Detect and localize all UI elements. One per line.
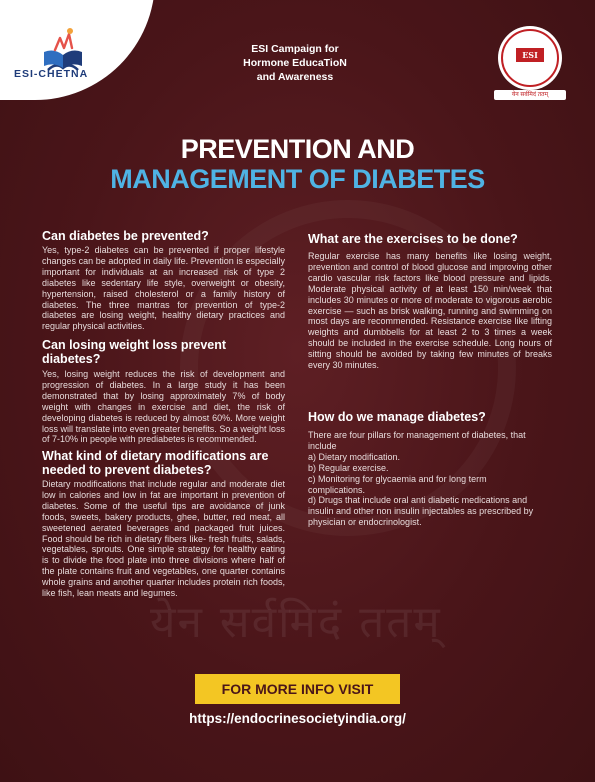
page-title-line-1: PREVENTION AND bbox=[180, 134, 415, 164]
endocrine-society-seal bbox=[498, 26, 562, 90]
campaign-line-2: Hormone EducaTioN bbox=[243, 57, 347, 69]
campaign-tagline bbox=[215, 42, 375, 84]
section-heading: How do we manage diabetes? bbox=[308, 410, 486, 424]
section-heading: Can diabetes be prevented? bbox=[42, 229, 209, 243]
seal-motto: येन सर्वमिदं ततम् bbox=[494, 90, 566, 100]
section-body: Yes, type-2 diabetes can be prevented if proper lifestyle changes can be adopted in daily life. Prevention is especially important for individuals at an increased risk of type 2 diabetes like sedentary life style, overweight or obesity, hypertension, raised cholesterol or a family history of diabetes. The three mantras for prevention of type-2 diabetes are losing weight, healthy dietary practices and regular physical activities. bbox=[42, 245, 285, 332]
watermark-motto: येन सर्वमिदं ततम् bbox=[150, 597, 442, 648]
page-title-line-2: MANAGEMENT OF DIABETES bbox=[110, 164, 485, 194]
section-dietary bbox=[42, 449, 285, 599]
seal-core-text: ESI bbox=[516, 48, 544, 62]
list-item: b) Regular exercise. bbox=[308, 462, 389, 473]
list-item: c) Monitoring for glycaemia and for long term complications. bbox=[308, 473, 487, 495]
section-heading: What kind of dietary modifications are needed to prevent diabetes? bbox=[42, 449, 269, 477]
section-heading: What are the exercises to be done? bbox=[308, 232, 518, 246]
section-body: Yes, losing weight reduces the risk of development and progression of diabetes. In a large study it has been demonstrated that by losing approximately 7% of body weight with changes in exercise and diet, the risk of developing diabetes is reduced by almost 60%. More weight loss will translate into even greater benefits. So a weight loss of 7-10% in people with prediabetes is recommended. bbox=[42, 369, 285, 445]
list-item: a) Dietary modification. bbox=[308, 451, 401, 462]
section-intro: There are four pillars for management of diabetes, that include bbox=[308, 430, 526, 451]
more-info-banner: FOR MORE INFO VISIT bbox=[195, 674, 400, 704]
section-heading: Can losing weight loss prevent diabetes? bbox=[42, 338, 227, 366]
pillars-list bbox=[308, 452, 546, 528]
section-body: Dietary modifications that include regular and moderate diet low in calories and low in fat are important in prevention of diabetes. Some of the useful tips are avoidance of junk foods, sweets, bakery products, ghee, butter, red meat, all sweetened aerated beverages and packaged fruit juices. Food should be rich in dietary fibers like- fresh fruits, salads, vegetables, sprouts. One simple strategy for healthy eating is to divide the food plate into three divisions where half of the plate contains fruit and vegetables, one quarter contains whole grains and another quarter includes protein rich foods, like fish, lean meats and legumes. bbox=[42, 479, 285, 599]
website-link[interactable]: https://endocrinesocietyindia.org/ bbox=[189, 711, 406, 726]
campaign-line-3: and Awareness bbox=[256, 71, 334, 83]
section-exercises bbox=[308, 232, 552, 371]
section-body: Regular exercise has many benefits like losing weight, prevention and control of blood glucose and improving other cardio vascular risk factors like blood pressure and lipids. Moderate physical activity of at least 150 min/week that includes 30 minutes or more of moderate to vigorous aerobic exercise — such as brisk walking, running and swimming on most days are recommended. Resistance exercise like lifting weights and dumbbells for at least 2 to 3 times a week should be included in the exercise schedule. Long hours of sitting should be avoided by taking few minutes of breaks every 30 minutes. bbox=[308, 251, 552, 371]
section-manage bbox=[308, 410, 552, 528]
section-can-prevent bbox=[42, 229, 285, 332]
list-item: d) Drugs that include oral anti diabetic medications and insulin and other non insulin injectables as prescribed by physician or endocrinologist. bbox=[308, 495, 534, 528]
esi-chetna-logo-text: ESI-CHETNA bbox=[14, 68, 89, 80]
campaign-line-1: ESI Campaign for bbox=[251, 43, 339, 55]
section-weight-loss bbox=[42, 338, 285, 445]
